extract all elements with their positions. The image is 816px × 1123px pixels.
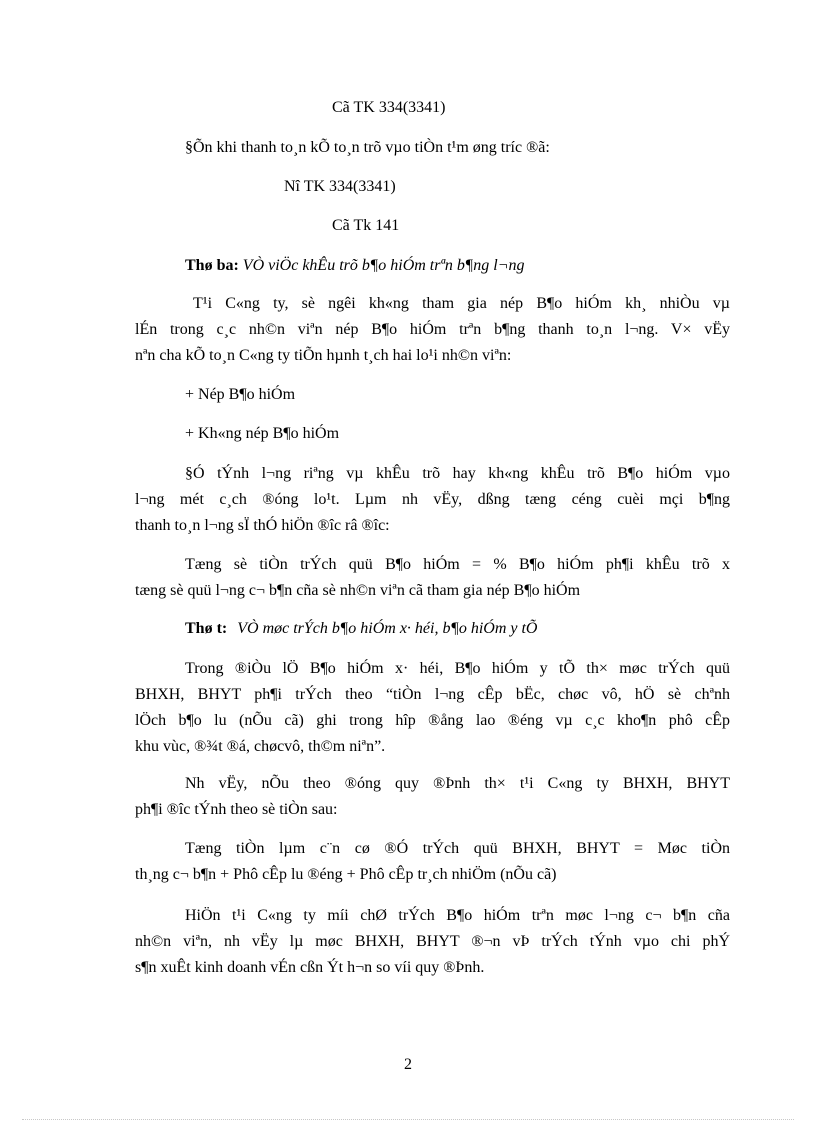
bullet-item: + Kh«ng nép B¶o hiÓm (185, 425, 340, 442)
paragraph-line: HiÖn t¹i C«ng ty míi chØ trÝch B¶o hiÓm trªn møc l¬ng c¬ b¶n cña (185, 907, 730, 924)
heading-label: Thø t: (185, 620, 228, 637)
heading-text: VÒ møc trÝch b¶o hiÓm x· héi, b¶o hiÓm y tÕ (237, 620, 538, 637)
heading-text: VÒ viÖc khÊu trõ b¶o hiÓm trªn b¶ng l¬ng (242, 257, 525, 274)
paragraph-line: Nh vËy, nÕu theo ®óng quy ®Þnh th× t¹i C«ng ty BHXH, BHYT (185, 775, 730, 792)
paragraph-line: th¸ng c¬ b¶n + Phô cÊp lu ®éng + Phô cÊp tr¸ch nhiÖm (nÕu cã) (135, 866, 557, 883)
paragraph-line: lÖch b¶o lu (nÕu cã) ghi trong hîp ®ång lao ®éng vµ c¸c kho¶n phô cÊp (135, 712, 730, 729)
paragraph-line: thanh to¸n l¬ng sÏ thÓ hiÖn ®îc râ ®îc: (135, 517, 390, 534)
paragraph-line: Tæng sè tiÒn trÝch quü B¶o hiÓm = % B¶o hiÓm ph¶i khÊu trõ x (185, 556, 730, 573)
page-number: 2 (404, 1056, 412, 1073)
paragraph-line: BHXH, BHYT ph¶i trÝch theo “tiÒn l¬ng cÊp bËc, chøc vô, hÖ sè chªnh (135, 686, 730, 703)
paragraph-7 (135, 903, 730, 981)
paragraph-line: nªn cha kÕ to¸n C«ng ty tiÕn hµnh t¸ch hai lo¹i nh©n viªn: (135, 347, 512, 364)
section-heading-4 (185, 620, 537, 638)
paragraph-line: nh©n viªn, nh vËy lµ møc BHXH, BHYT ®¬n vÞ trÝch tÝnh vµo chi phÝ (135, 933, 730, 950)
paragraph-line: T¹i C«ng ty, sè ngêi kh«ng tham gia nép B¶o hiÓm kh¸ nhiÒu vµ (193, 295, 730, 312)
paragraph-line: s¶n xuÊt kinh doanh vÉn cßn Ýt h¬n so víi quy ®Þnh. (135, 959, 485, 976)
paragraph-line: tæng sè quü l¬ng c¬ b¶n cña sè nh©n viªn cã tham gia nép B¶o hiÓm (135, 582, 581, 599)
paragraph-4 (135, 656, 730, 760)
paragraph-6 (135, 836, 730, 888)
paragraph-line: khu vùc, ®¾t ®á, chøcvô, th©m niªn”. (135, 738, 386, 755)
paragraph-1 (135, 291, 730, 369)
paragraph-line: lÉn trong c¸c nh©n viªn nép B¶o hiÓm trªn b¶ng thanh to¸n l¬ng. V× vËy (135, 321, 730, 338)
paragraph-line: Trong ®iÒu lÖ B¶o hiÓm x· héi, B¶o hiÓm y tÕ th× møc trÝch quü (185, 660, 730, 677)
heading-label: Thø ba: (185, 257, 239, 274)
entry-credit-tk141: Cã Tk 141 (332, 217, 400, 234)
section-heading-3 (185, 257, 525, 275)
text-line: §Õn khi thanh to¸n kÕ to¸n trõ vµo tiÒn t¹m øng tríc ®ã: (185, 139, 550, 156)
paragraph-5 (135, 771, 730, 823)
paragraph-3 (135, 552, 730, 604)
page-bottom-divider (22, 1119, 794, 1120)
paragraph-2 (135, 461, 730, 539)
bullet-item: + Nép B¶o hiÓm (185, 386, 296, 403)
paragraph-line: §Ó tÝnh l¬ng riªng vµ khÊu trõ hay kh«ng khÊu trõ B¶o hiÓm vµo (185, 465, 730, 482)
paragraph-line: ph¶i ®îc tÝnh theo sè tiÒn sau: (135, 801, 338, 818)
paragraph-line: l¬ng mét c¸ch ®óng lo¹t. Lµm nh vËy, dßng tæng céng cuèi mçi b¶ng (135, 491, 730, 508)
paragraph-line: Tæng tiÒn lµm c¨n cø ®Ó trÝch quü BHXH, BHYT = Møc tiÒn (185, 840, 730, 857)
entry-credit-tk334: Cã TK 334(3341) (332, 99, 446, 116)
entry-debit-tk334: Nî TK 334(3341) (284, 178, 396, 195)
